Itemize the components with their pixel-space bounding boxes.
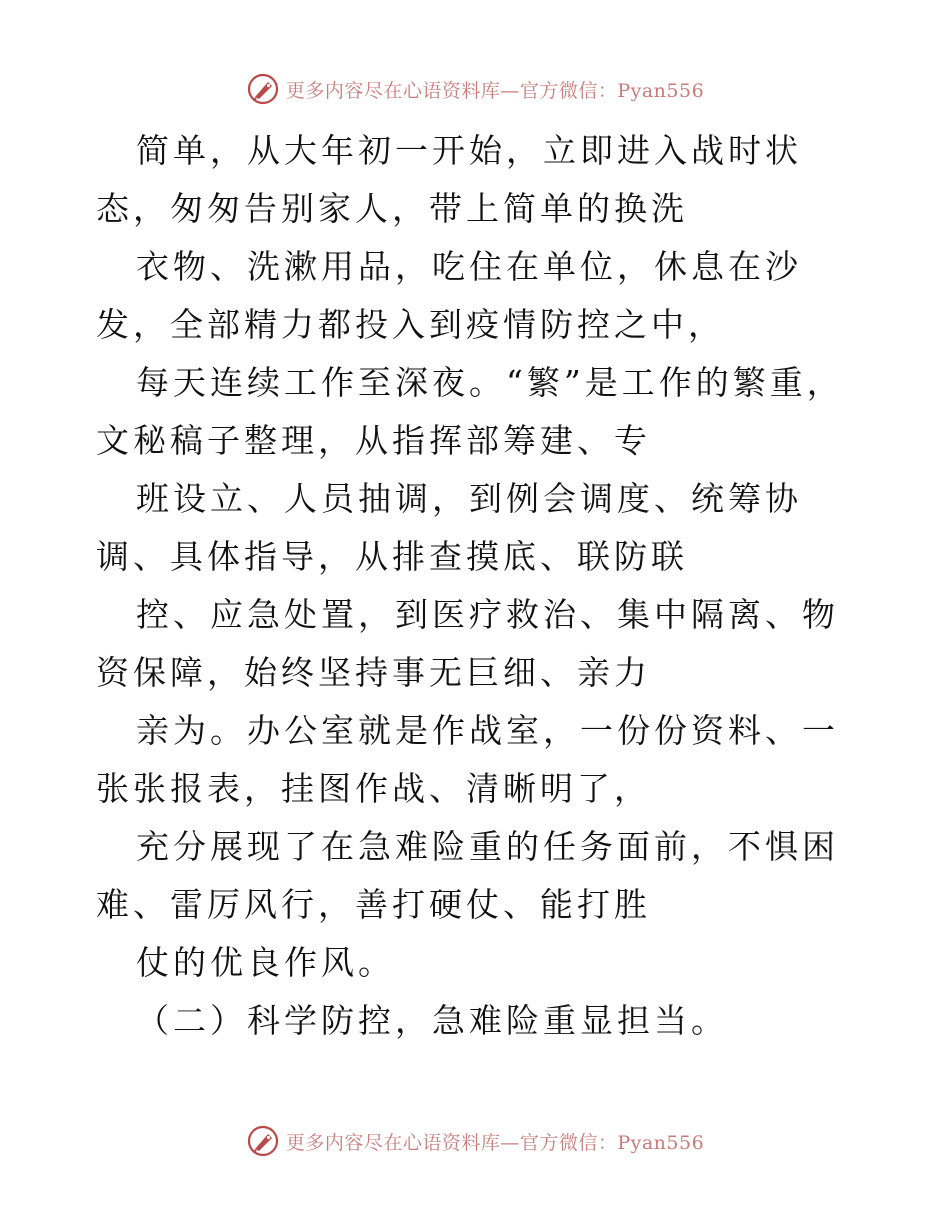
paragraph: 衣物、洗漱用品，吃住在单位，休息在沙发，全部精力都投入到疫情防控之中， bbox=[96, 247, 802, 344]
paragraph: 仗的优良作风。 bbox=[136, 943, 395, 982]
paragraph: 控、应急处置，到医疗救治、集中隔离、物资保障，始终坚持事无巨细、亲力 bbox=[96, 595, 839, 692]
paragraph: 亲为。办公室就是作战室，一份份资料、一张张报表，挂图作战、清晰明了， bbox=[96, 711, 839, 808]
pen-nib-logo-icon bbox=[246, 72, 280, 106]
watermark-text: 更多内容尽在心语资料库—官方微信：Pyan556 bbox=[285, 79, 705, 102]
document-body bbox=[96, 122, 856, 1050]
paragraph: 班设立、人员抽调，到例会调度、统筹协调、具体指导，从排查摸底、联防联 bbox=[96, 479, 802, 576]
section-heading: （二）科学防控，急难险重显担当。 bbox=[136, 1001, 728, 1040]
footer-watermark bbox=[0, 1124, 950, 1158]
watermark-text: 更多内容尽在心语资料库—官方微信：Pyan556 bbox=[285, 1131, 705, 1154]
paragraph: 每天连续工作至深夜。“繁”是工作的繁重，文秘稿子整理，从指挥部筹建、专 bbox=[96, 363, 844, 460]
pen-nib-logo-icon bbox=[246, 1124, 280, 1158]
paragraph: 充分展现了在急难险重的任务面前，不惧困难、雷厉风行，善打硬仗、能打胜 bbox=[96, 827, 839, 924]
paragraph: 简单，从大年初一开始，立即进入战时状态，匆匆告别家人，带上简单的换洗 bbox=[96, 131, 802, 228]
header-watermark bbox=[0, 72, 950, 106]
